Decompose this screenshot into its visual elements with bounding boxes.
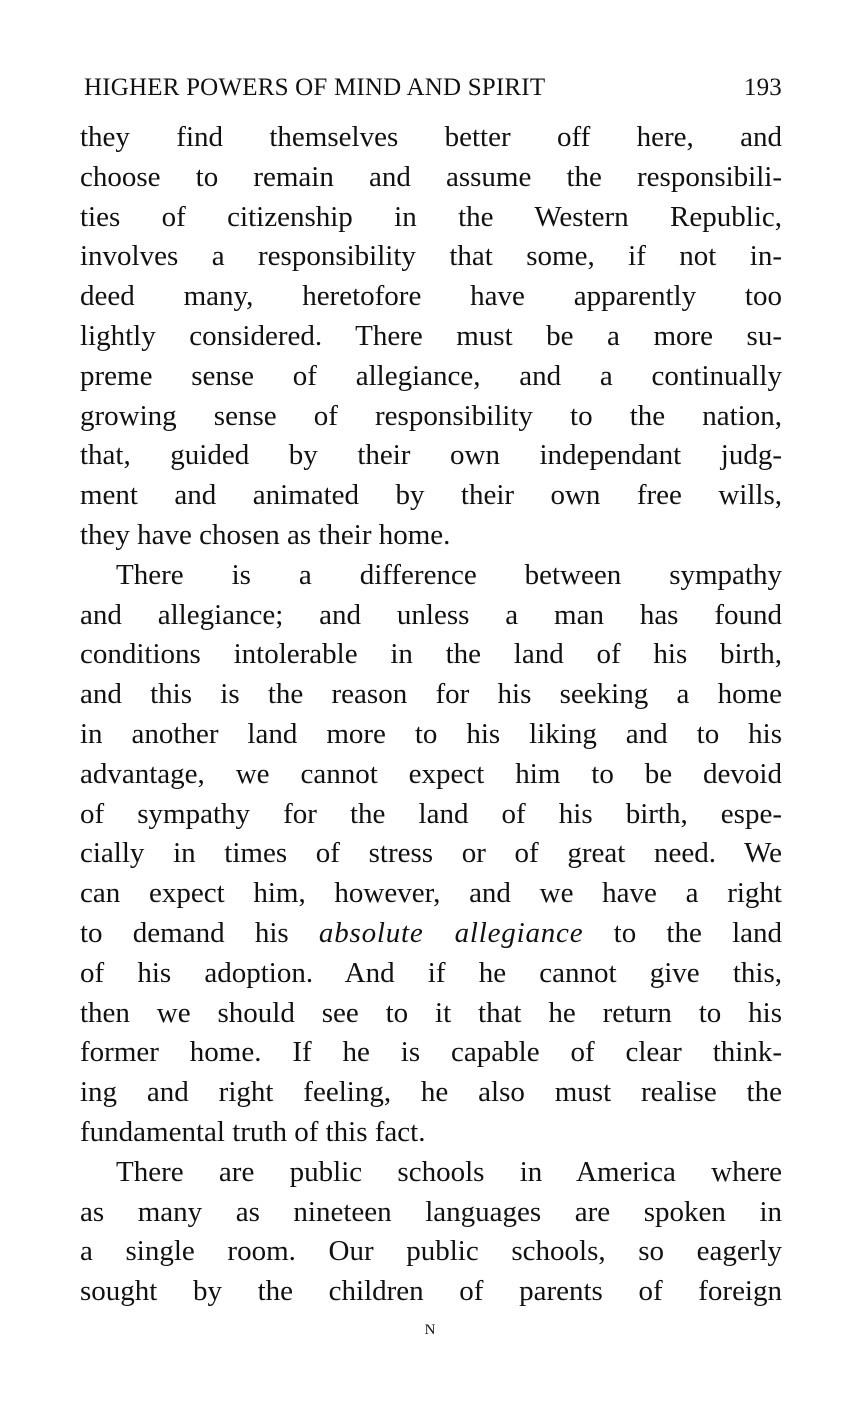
- text-line: lightly considered. There must be a more su-: [80, 319, 782, 352]
- emphasis-text: absolute allegiance: [318, 916, 584, 949]
- text-line: advantage, we cannot expect him to be devoid: [80, 757, 782, 790]
- text-line: can expect him, however, and we have a right: [80, 877, 782, 910]
- text-line: preme sense of allegiance, and a continually: [80, 359, 782, 392]
- body-text: [80, 118, 782, 1312]
- text-fragment: to the land: [613, 916, 783, 949]
- paragraph: [80, 1153, 782, 1312]
- running-head: [80, 74, 786, 108]
- text-line: ties of citizenship in the Western Republic,: [80, 200, 782, 233]
- text-fragment: to demand his: [80, 916, 289, 949]
- text-line: There is a difference between sympathy: [116, 558, 782, 591]
- text-line: and allegiance; and unless a man has found: [80, 598, 782, 631]
- text-line: deed many, heretofore have apparently too: [80, 280, 782, 313]
- paragraph: [80, 556, 782, 1153]
- text-line: There are public schools in America where: [116, 1155, 782, 1188]
- text-line: as many as nineteen languages are spoken in: [80, 1195, 782, 1228]
- text-line: former home. If he is capable of clear think-: [80, 1036, 782, 1069]
- text-line: choose to remain and assume the responsibili-: [80, 160, 782, 193]
- text-line: conditions intolerable in the land of his birth,: [80, 638, 782, 671]
- text-line: that, guided by their own independant judg-: [80, 439, 782, 472]
- text-line: of sympathy for the land of his birth, espe-: [80, 797, 782, 830]
- text-line-with-emphasis: [80, 914, 782, 954]
- text-line: ment and animated by their own free wills,: [80, 479, 782, 512]
- text-line: and this is the reason for his seeking a home: [80, 678, 782, 711]
- text-line: in another land more to his liking and to his: [80, 717, 782, 750]
- text-line: they find themselves better off here, and: [80, 121, 782, 153]
- text-line: sought by the children of parents of foreign: [80, 1275, 782, 1308]
- text-line: involves a responsibility that some, if not in-: [80, 240, 782, 273]
- text-line: ing and right feeling, he also must realise the: [80, 1076, 782, 1109]
- text-line: of his adoption. And if he cannot give this,: [80, 956, 782, 989]
- text-line: a single room. Our public schools, so eagerly: [80, 1235, 782, 1268]
- text-line: growing sense of responsibility to the nation,: [80, 399, 782, 432]
- text-line: then we should see to it that he return to his: [80, 996, 782, 1029]
- page-number: 193: [743, 74, 782, 101]
- running-head-title: HIGHER POWERS OF MIND AND SPIRIT: [84, 74, 546, 101]
- text-line: cially in times of stress or of great need. We: [80, 837, 782, 870]
- text-line: fundamental truth of this fact.: [80, 1115, 426, 1148]
- signature-mark: N: [424, 1322, 436, 1338]
- text-line: they have chosen as their home.: [80, 518, 451, 551]
- paragraph: [80, 118, 782, 556]
